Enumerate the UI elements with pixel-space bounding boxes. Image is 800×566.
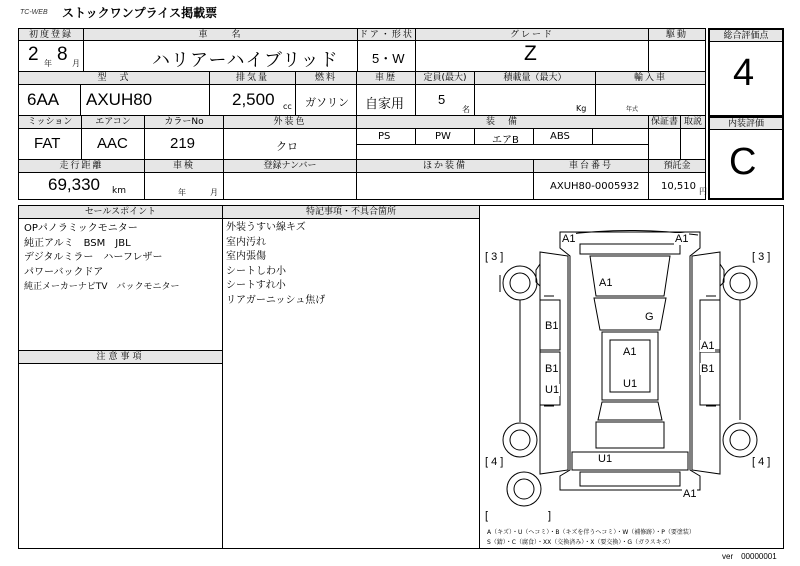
sales-point: 純正アルミ BSM JBL (24, 237, 131, 249)
cell-import (595, 84, 706, 116)
header-car-name: 車 名 (83, 28, 358, 41)
header-fuel: 燃料 (295, 71, 357, 85)
grade: Z (524, 42, 537, 65)
interior-score: C (729, 141, 757, 183)
kg-unit: Kg (576, 104, 587, 113)
color-no: 219 (170, 135, 196, 152)
header-inspection: 車検 (144, 159, 224, 173)
bracket-spare-open: [ (485, 510, 489, 522)
sales-point: OPパノラミックモニター (24, 223, 138, 234)
damage-a1-hood: A1 (599, 277, 613, 289)
cell-equip-5 (592, 128, 649, 145)
legend-line-1: A（キズ）・U（ヘコミ）・B（キズを伴うヘコミ）・W（補修跡）・P（要塗装） (487, 529, 695, 536)
damage-b1-left-front-door: B1 (545, 320, 559, 332)
cell-manual (680, 128, 706, 160)
chassis-no: AXUH80-0005932 (550, 181, 640, 192)
damage-a1-rear-right: A1 (683, 488, 697, 500)
damage-a1-front-right: A1 (675, 233, 689, 245)
wheel-front-right-icon (723, 266, 757, 300)
door-shape: 5・W (372, 51, 405, 66)
spare-wheel-icon (507, 472, 541, 506)
remark: シートすれ小 (226, 280, 286, 291)
sales-points-list (24, 222, 179, 295)
damage-u1-roof-rear: U1 (623, 378, 638, 390)
damage-b1-left-rear-door: B1 (545, 363, 559, 375)
aircon: AAC (97, 135, 128, 152)
damage-g-windshield: G (645, 311, 654, 323)
model-prefix: 6AA (27, 90, 60, 109)
damage-a1-front-left: A1 (562, 233, 576, 245)
wheel-rear-left-icon (503, 423, 537, 457)
remark: 外装うすい線キズ (226, 222, 306, 233)
header-plate: 登録ナンバー (223, 159, 357, 173)
reg-year: 2 (28, 44, 39, 65)
remarks-list (226, 221, 325, 308)
cc-unit: cc (283, 102, 292, 111)
model-code: AXUH80 (86, 90, 153, 109)
legend-line-2: S（錆）・C（腐食）・XX（交換済み）・X（要交換）・G（ガラスキズ） (487, 539, 674, 546)
header-grade: グレード (415, 28, 649, 41)
caution-header: 注意事項 (18, 350, 223, 364)
bracket-front-right: [ 3 ] (752, 251, 771, 263)
person-unit: 名 (462, 105, 470, 114)
header-ext-color: 外装色 (223, 115, 357, 129)
damage-a1-roof: A1 (623, 346, 637, 358)
header-equipment: 装 備 (356, 115, 649, 129)
damage-u1-left-rear-door: U1 (545, 384, 560, 396)
header-first-reg: 初度登録 (18, 28, 84, 41)
import-model-year: 年式 (626, 106, 639, 113)
capacity: 5 (438, 92, 446, 107)
km-unit: km (112, 186, 126, 196)
yen-unit: 円 (699, 187, 707, 196)
header-history: 車歴 (356, 71, 416, 85)
version-label: ver 00000001 (722, 552, 777, 561)
remark: リアガーニッシュ焦げ (226, 294, 326, 306)
equip-ps: PS (378, 131, 391, 142)
header-mileage: 走行距離 (18, 159, 145, 173)
damage-a1-right-front-door: A1 (701, 340, 715, 352)
remarks-header: 特記事項・不具合箇所 (222, 205, 480, 219)
header-load: 積載量（最大） (474, 71, 596, 85)
damage-u1-rear: U1 (598, 453, 613, 465)
inspection-year-unit: 年 (178, 188, 186, 197)
overall-eval-label: 総合評価点 (708, 28, 784, 42)
header-displacement: 排気量 (209, 71, 296, 85)
bracket-rear-right: [ 4 ] (752, 456, 771, 468)
brand-logo: TC-WEB (20, 9, 48, 16)
price: 10,510 (661, 181, 696, 192)
history: 自家用 (365, 97, 405, 112)
header-warranty: 保証書 (648, 115, 681, 129)
remark: 室内張傷 (226, 251, 266, 262)
page-title: ストックワンプライス掲載票 (62, 6, 218, 20)
caution-box (18, 350, 223, 549)
header-door-shape: ドア・形状 (357, 28, 416, 41)
car-name: ハリアーハイブリッド (152, 50, 339, 71)
interior-eval-label: 内装評価 (708, 116, 784, 130)
cell-plate (223, 172, 357, 200)
reg-year-unit: 年 (44, 59, 52, 68)
inspection-month-unit: 月 (210, 188, 218, 197)
fuel: ガソリン (305, 96, 349, 109)
reg-month-unit: 月 (72, 59, 80, 68)
car-diagram (480, 206, 783, 548)
damage-b1-right-rear-door: B1 (701, 363, 715, 375)
header-aircon: エアコン (81, 115, 145, 129)
ext-color: クロ (276, 140, 298, 153)
cell-warranty (648, 128, 681, 160)
equip-pw: PW (435, 131, 451, 142)
mission: FAT (34, 135, 61, 152)
header-capacity: 定員(最大) (415, 71, 475, 85)
sales-points-header: セールスポイント (18, 205, 223, 219)
displacement: 2,500 (232, 90, 275, 109)
wheel-rear-right-icon (723, 423, 757, 457)
header-chassis-no: 車台番号 (533, 159, 649, 173)
header-other-equip: ほか装備 (356, 159, 534, 173)
reg-month: 8 (57, 44, 68, 65)
header-mission: ミッション (18, 115, 82, 129)
header-drive: 駆動 (648, 28, 706, 41)
bracket-spare-close: ] (548, 510, 552, 522)
sales-point: パワーバックドア (24, 266, 104, 278)
equip-airbag: エアB (492, 135, 519, 146)
remark: シートしわ小 (226, 265, 286, 277)
bracket-front-left: [ 3 ] (485, 251, 504, 263)
wheel-front-left-icon (503, 266, 537, 300)
equip-abs: ABS (550, 131, 570, 142)
mileage: 69,330 (48, 175, 100, 194)
header-import: 輸入車 (595, 71, 706, 85)
sales-point: デジタルミラー ハーフレザー (24, 252, 163, 263)
header-manual: 取説 (680, 115, 706, 129)
remark: 室内汚れ (226, 236, 266, 248)
header-price: 預託金 (648, 159, 706, 173)
cell-drive (648, 40, 706, 72)
header-model: 型 式 (18, 71, 210, 85)
bracket-rear-left: [ 4 ] (485, 456, 504, 468)
overall-score: 4 (733, 52, 755, 94)
cell-other-equip (356, 172, 534, 200)
cell-equip-6 (356, 144, 649, 160)
sales-point: 純正メーカーナビTV バックモニター (24, 282, 180, 292)
header-color-no: カラーNo (144, 115, 224, 129)
